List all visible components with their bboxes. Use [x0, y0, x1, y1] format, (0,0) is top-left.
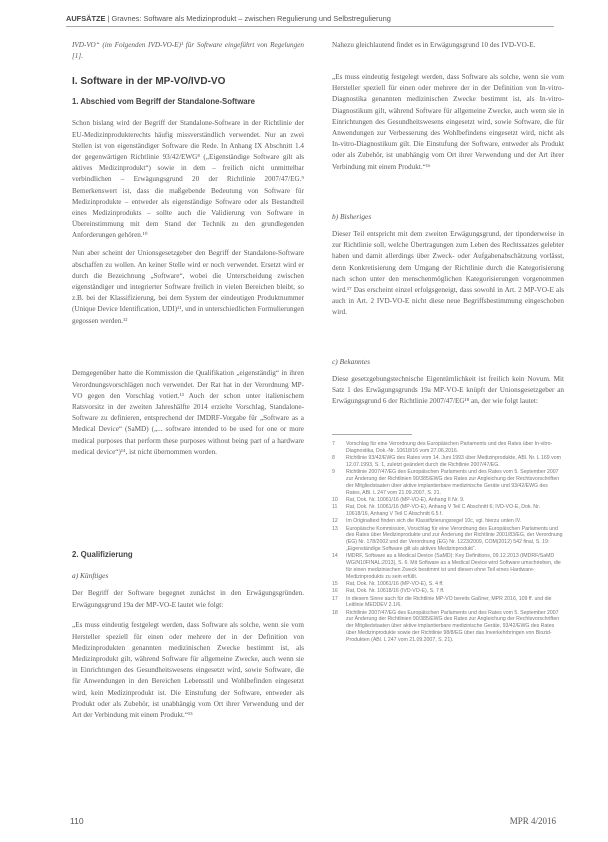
left-column — [72, 40, 304, 772]
intro-paragraph: IVD-VO“ (im Folgenden IVD-VO-E)¹ für Software eingeführt von Regelungen [1]. — [72, 41, 304, 61]
footnote-text: Vorschlag für eine Verordnung des Europäischen Parlaments und des Rates über In-vitro-Diagnostika, Dok.-Nr. 10618/16 vom 27.06.2016. — [346, 441, 553, 454]
section-heading: I. Software in der MP-VO/IVD-VO — [72, 76, 226, 88]
footnote-number: 9 — [332, 469, 335, 476]
footnote — [332, 504, 564, 518]
subsubsection-heading: b) Bisheriges — [332, 212, 372, 221]
footnote-number: 7 — [332, 441, 335, 447]
quote-block: „Es muss eindeutig festgelegt werden, dass Software als solche, wenn sie vom Hersteller speziell für einen oder mehrere der in der Definition von Medizinprodukten genannten medizinischen Zwecke bestimmt ist, als Medizinprodukt gilt, während Software für allgemeine Zwecke, auch wenn sie in Einrichtungen des Gesundheitswesens eingesetzt wird, sowie Software, die für Anwendungen in den Bereichen Lebensstil und Wohlbefinden eingesetzt wird, kein Medizinprodukt ist. Die Einstufung der Software, entweder als Produkt oder als Zubehör, ist unabhängig vom Ort ihrer Verwendung und der Art der Verbindung mit einem Produkt.“¹⁵ — [72, 621, 304, 720]
footnote — [332, 469, 564, 496]
running-header — [66, 14, 556, 23]
header-title: | Gravnes: Software als Medizinprodukt – zwischen Regulierung und Selbstregulierung — [107, 14, 391, 23]
footnote-number: 13 — [332, 525, 338, 532]
body-paragraph: Demgegenüber hatte die Kommission die Qualifikation „eigenständig“ in ihren Verordnungsvorschlägen noch verwendet. Der Rat hat in der Verordnung MP-VO gegen den Vorschlag votiert.¹³ Auch der schon unter italienischem Ratsvorsitz in der zweiten Jahreshälfte 2014 erzielte Vorschlag, Standalone-Software zu definieren, entsprechend der IMDRF-Vorgabe für „Software as a Medical Device“ (SaMD) („... software intended to be used for one or more medical purposes that perform these purposes without being part of a hardware medical device“)¹⁴, ist nicht übernommen worden. — [72, 369, 304, 456]
footnote-number: 15 — [332, 580, 338, 587]
footnote-number: 8 — [332, 455, 335, 462]
body-paragraph: Der Begriff der Software begegnet zunächst in den Erwägungsgründen. Erwägungsgrund 19a der MP-VO-E lautet wie folgt: — [72, 589, 304, 609]
footnote-text: Richtlinie 2007/47/EG des Europäischen Parlaments und des Rates vom 5. September 2007 zur Änderung der Richtlinien 90/385/EWG des Rates zur Angleichung der Rechtsvorschriften der Mitgliedstaaten über aktive implantierbare medizinische Geräte, 93/42/EWG des Rates über Medizinprodukte sowie der Richtlinie 98/8/EG über das Inverkehrbringen von Biozid-Produkten (ABl. L 247 vom 21.09.2007, S. 21). — [346, 609, 560, 643]
subsection-heading: 2. Qualifizierung — [72, 550, 133, 560]
footnote — [332, 553, 564, 580]
footnote-text: Rat, Dok. Nr. 10061/16 (MP-VO-E), Anhang V Teil C Abschnitt 6; IVD-VO-E, Dok. Nr. 10618/16, Anhang V Teil C Abschnitt 6.5 f. — [346, 504, 540, 517]
page-number: 110 — [70, 816, 84, 826]
right-column — [332, 40, 564, 644]
footnote-text: Richtlinie 2007/47/EG des Europäischen Parlaments und des Rates vom 5. September 2007 zur Änderung der Richtlinien 90/385/EWG des Rates zur Angleichung der Rechtsvorschriften der Mitgliedstaaten über aktive implantierbare medizinische Geräte und 93/42/EWG des Rates, ABl. L 247 vom 21.09.2007, S. 21. — [346, 469, 560, 496]
body-paragraph: Schon bislang wird der Begriff der Standalone-Software in der Richtlinie der EU-Medizinprodukterechts häufig missverständlich verwendet. Nur an zwei Stellen ist von eigenständiger Software die Rede. In Anhang IX Abschnitt 1.4 der gegenwärtigen Richtlinie 93/42/EWG⁸ („Eigenständige Software gilt als aktives Medizinprodukt“) sowie in dem – freilich nicht unmittelbar verbindlichen – Erwägungsgrund 20 der Richtlinie 2007/47/EG.⁹ Bemerkenswert ist, dass die maßgebende Bedeutung von Software für Medizinprodukte – entweder als eigenständige Software oder als Bestandteil eines Medizinprodukts – sollte auch die Validierung von Software in Übereinstimmung mit dem Stand der Technik zu den grundlegenden Anforderungen gehören.¹⁰ — [72, 119, 304, 240]
footnote-text: Rat, Dok. Nr. 10618/16 (IVD-VO-E), S. 7 ff. — [346, 588, 445, 595]
body-paragraph: Nun aber scheint der Unionsgesetzgeber den Begriff der Standalone-Software abschaffen zu wollen. An keiner Stelle wird er noch verwendet. Ersetzt wird er durch die Bezeichnung „Software“, wobei die Unterscheidung zwischen eigenständiger und integrierter Software freilich in vielen Bereichen bleibt, so z.B. bei der Klassifizierung, bei dem System der eindeutigen Produktnummer (Unique Device Identification, UDI)¹¹, und in unterschiedlichen Formulierungen gegossen werden.¹² — [72, 249, 304, 325]
footnote — [332, 518, 564, 525]
footnote-text: IMDRF, Software as a Medical Device (SaMD): Key Definitions, 09.12.2013 (IMDRF/SaMD WG/N10FINAL:2013), S. 6. Mit Software as a Medical Device wird Software umschrieben, die für einen medizinischen Zweck bestimmt ist und diesen ohne Teil eines Hardware-Medizinprodukts zu sein erfüllt. — [346, 553, 561, 580]
footnote-number: 14 — [332, 553, 338, 560]
footnote-number: 11 — [332, 504, 338, 511]
header-kicker: AUFSÄTZE — [66, 14, 106, 23]
footnote-rule — [332, 434, 412, 435]
body-paragraph: Diese gesetzgebungstechnische Eigentümlichkeit ist freilich kein Novum. Mit Satz 1 des Erwägungsgrunds 19a MP-VO-E knüpft der Unionsgesetzgeber an Erwägungsgrund 6 der Richtlinie 2007/47/EG¹⁸ an, der wie folgt lautet: — [332, 375, 564, 406]
footnote — [332, 581, 564, 588]
footnote-text: Richtlinie 93/42/EWG des Rates vom 14. Juni 1993 über Medizinprodukte, ABl. Nr. L 169 vom 12.07.1993, S. 1, zuletzt geändert durch die Richtlinie 2007/47/EG. — [346, 455, 561, 468]
footnote — [332, 441, 564, 455]
footnote-text: Rat, Dok. Nr. 10061/16 (MP-VO-E), Anhang II Nr. 9. — [346, 496, 465, 503]
body-paragraph: Nahezu gleichlautend findet es in Erwägungsgrund 10 des IVD-VO-E. — [332, 41, 536, 49]
footnote — [332, 588, 564, 595]
footnote-number: 16 — [332, 588, 338, 595]
footnote — [332, 526, 564, 553]
footnote — [332, 497, 564, 504]
quote-block: „Es muss eindeutig festgelegt werden, dass Software als solche, wenn sie vom Hersteller speziell für einen oder mehrere der in der Definition von In-vitro-Diagnostika genannten medizinischen Zwecke bestimmt ist, als In-vitro-Diagnostikum gilt, während Software für allgemeine Zwecke, auch wenn sie in Einrichtungen des Gesundheitswesens eingesetzt wird, sowie Software, die für Anwendungen zur Verbesserung des Wohlbefindens eingesetzt wird, nicht als In-vitro-Diagnostikum gilt. Die Einstufung der Software, entweder als Produkt oder als Zubehör, ist unabhängig vom Ort ihrer Verwendung und der Art ihrer Verbindung mit einem Produkt.“¹⁶ — [332, 73, 564, 171]
subsubsection-heading: c) Bekanntes — [332, 357, 370, 366]
footnote-text: Im Originaltext finden sich die Klassifizierungsregel 10c, vgl. hierzu unten IV. — [346, 518, 522, 525]
footnote-text: In diesem Sinne auch für die Richtlinie MP-VO bereits Gaßner, MPR 2016, 109 ff. und die Leitlinie MEDDEV 2.1/6. — [346, 595, 552, 609]
footnotes — [332, 441, 564, 644]
header-rule — [66, 26, 554, 27]
footnote-number: 12 — [332, 518, 338, 525]
footnote — [332, 455, 564, 469]
subsubsection-heading: a) Künftiges — [72, 571, 109, 581]
footnote-text: Europäische Kommission, Vorschlag für eine Verordnung des Europäischen Parlaments und des Rates über Medizinprodukte und zur Änderung der Richtlinie 2001/83/EG, der Verordnung (EG) Nr. 178/2002 und der Verordnung (EG) Nr. 1223/2009, COM(2012) 542 final, S. 19: „Eigenständige Software gilt als aktives Medizinprodukt“. — [346, 525, 563, 552]
footnote-number: 10 — [332, 496, 338, 503]
journal-issue: MPR 4/2016 — [509, 816, 556, 826]
body-paragraph: Dieser Teil entspricht mit dem zweiten Erwägungsgrund, der tiponderweise in zur Richtlinie soll, welche Übertragungen zum Leben des Rechtssatzes gelebter haben und damit allerdings über Zweck- oder Aufgabenabschätzung vorlässt, denn Konkretisierung dem Umgang der Richtlinie durch die Kategorisierung nach schon unter den menschenmöglichen Kategorisierungen vorgenommen wird.¹⁷ Das erscheint einzel erfolgsgeneigt, dass sowohl in Art. 2 MP-VO-E als auch in Art. 2 IVD-VO-E nicht diese neue Begriffsbestimmung eingeschoben wird. — [332, 230, 564, 317]
footnote-number: 17 — [332, 595, 338, 602]
footnote — [332, 610, 564, 644]
subsection-heading: 1. Abschied vom Begriff der Standalone-Software — [72, 97, 255, 107]
footnote-text: Rat, Dok. Nr. 10061/16 (MP-VO-E), S. 4 ff. — [346, 580, 444, 587]
footnote-number: 18 — [332, 609, 338, 616]
footnote — [332, 596, 564, 610]
